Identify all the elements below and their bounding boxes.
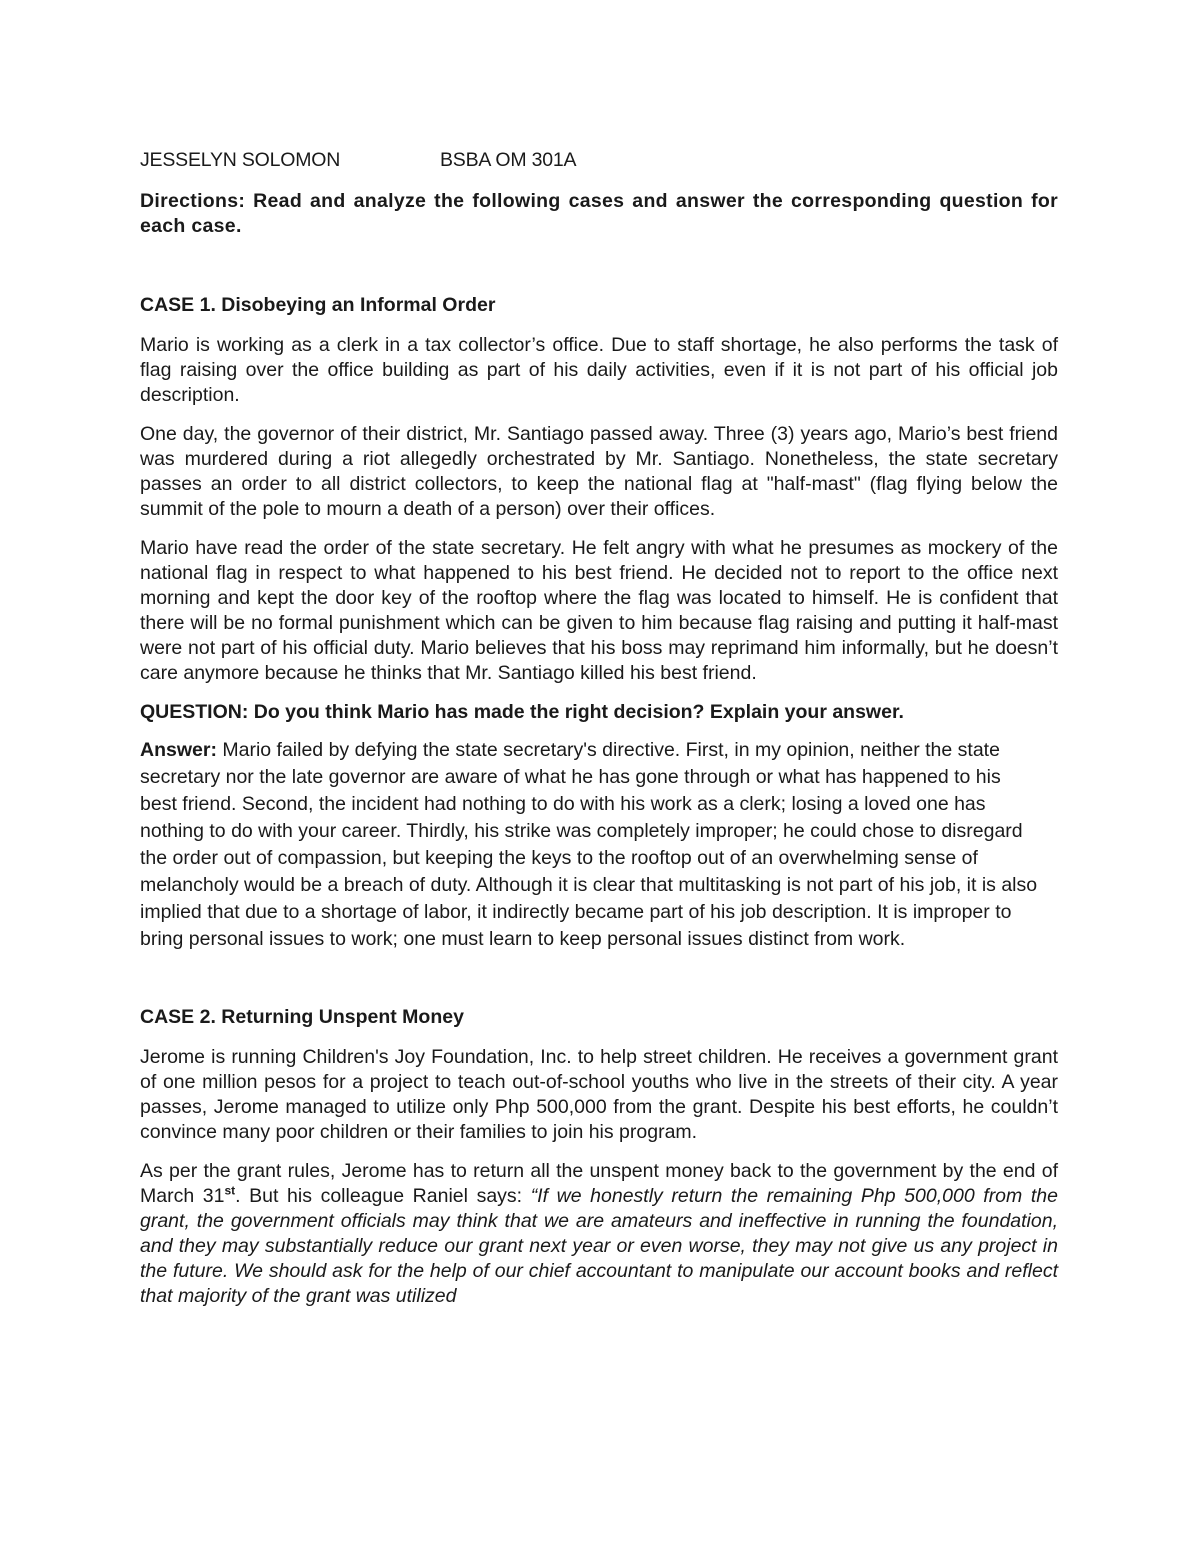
- case-1-answer: [140, 737, 1040, 953]
- student-course: BSBA OM 301A: [440, 149, 577, 171]
- case-2-title: CASE 2. Returning Unspent Money: [140, 1006, 464, 1028]
- answer-text: Mario failed by defying the state secretary's directive. First, in my opinion, neither the state secretary nor the late governor are aware of what he has gone through or what has happened to his best friend. Second, the incident had nothing to do with his work as a clerk; losing a loved one has nothing to do with your career. Thirdly, his strike was completely improper; he could chose to disregard the order out of compassion, but keeping the keys to the rooftop out of an overwhelming sense of melancholy would be a breach of duty. Although it is clear that multitasking is not part of his job, it is also implied that due to a shortage of labor, it indirectly became part of his job description. It is improper to bring personal issues to work; one must learn to keep personal issues distinct from work.: [140, 739, 1038, 950]
- case-1-paragraph-2: One day, the governor of their district, Mr. Santiago passed away. Three (3) years ago, Mario’s best friend was murdered during a riot allegedly orchestrated by Mr. Santiago. Nonetheless, the state secretary passes an order to all district collectors, to keep the national flag at "half-mast" (flag flying below the summit of the pole to mourn a death of a person) over their offices.: [140, 423, 1058, 520]
- directions: Directions: Read and analyze the following cases and answer the corresponding question for each case.: [140, 190, 1058, 237]
- case-2-paragraph-2-part-2: . But his colleague Raniel says:: [235, 1185, 531, 1207]
- answer-label: Answer:: [140, 739, 217, 761]
- case-2-paragraph-1: Jerome is running Children's Joy Foundation, Inc. to help street children. He receives a government grant of one million pesos for a project to teach out-of-school youths who live in the streets of their city. A year passes, Jerome managed to utilize only Php 500,000 from the grant. Despite his best efforts, he couldn’t convince many poor children or their families to join his program.: [140, 1046, 1058, 1143]
- raniel-quote: “If we honestly return the remaining Php 500,000 from the grant, the government officials may think that we are amateurs and ineffective in running the foundation, and they may substantially reduce our grant next year or even worse, they may not give us any project in the future. We should ask for the help of our chief accountant to manipulate our account books and reflect that majority of the grant was utilized: [140, 1185, 1058, 1307]
- document-page: [140, 148, 1058, 1323]
- case-1-question: QUESTION: Do you think Mario has made the right decision? Explain your answer.: [140, 701, 904, 723]
- case-2-paragraph-2: [140, 1159, 1058, 1309]
- case-1-paragraph-1: Mario is working as a clerk in a tax collector’s office. Due to staff shortage, he also performs the task of flag raising over the office building as part of his daily activities, even if it is not part of his official job description.: [140, 334, 1058, 406]
- case-2-paragraph-2-part-1: As per the grant rules, Jerome has to return all the unspent money back to the government by the end of March 31: [140, 1160, 1058, 1207]
- student-name: JESSELYN SOLOMON: [140, 149, 341, 171]
- case-1-paragraph-3: Mario have read the order of the state secretary. He felt angry with what he presumes as mockery of the national flag in respect to what happened to his best friend. He decided not to report to the office next morning and kept the door key of the rooftop where the flag was located to himself. He is confident that there will be no formal punishment which can be given to him because flag raising and putting it half-mast were not part of his official duty. Mario believes that his boss may reprimand him informally, but he doesn’t care anymore because he thinks that Mr. Santiago killed his best friend.: [140, 537, 1058, 684]
- student-header: [140, 148, 1058, 173]
- case-1-title: CASE 1. Disobeying an Informal Order: [140, 294, 496, 316]
- ordinal-suffix: st: [224, 1183, 236, 1198]
